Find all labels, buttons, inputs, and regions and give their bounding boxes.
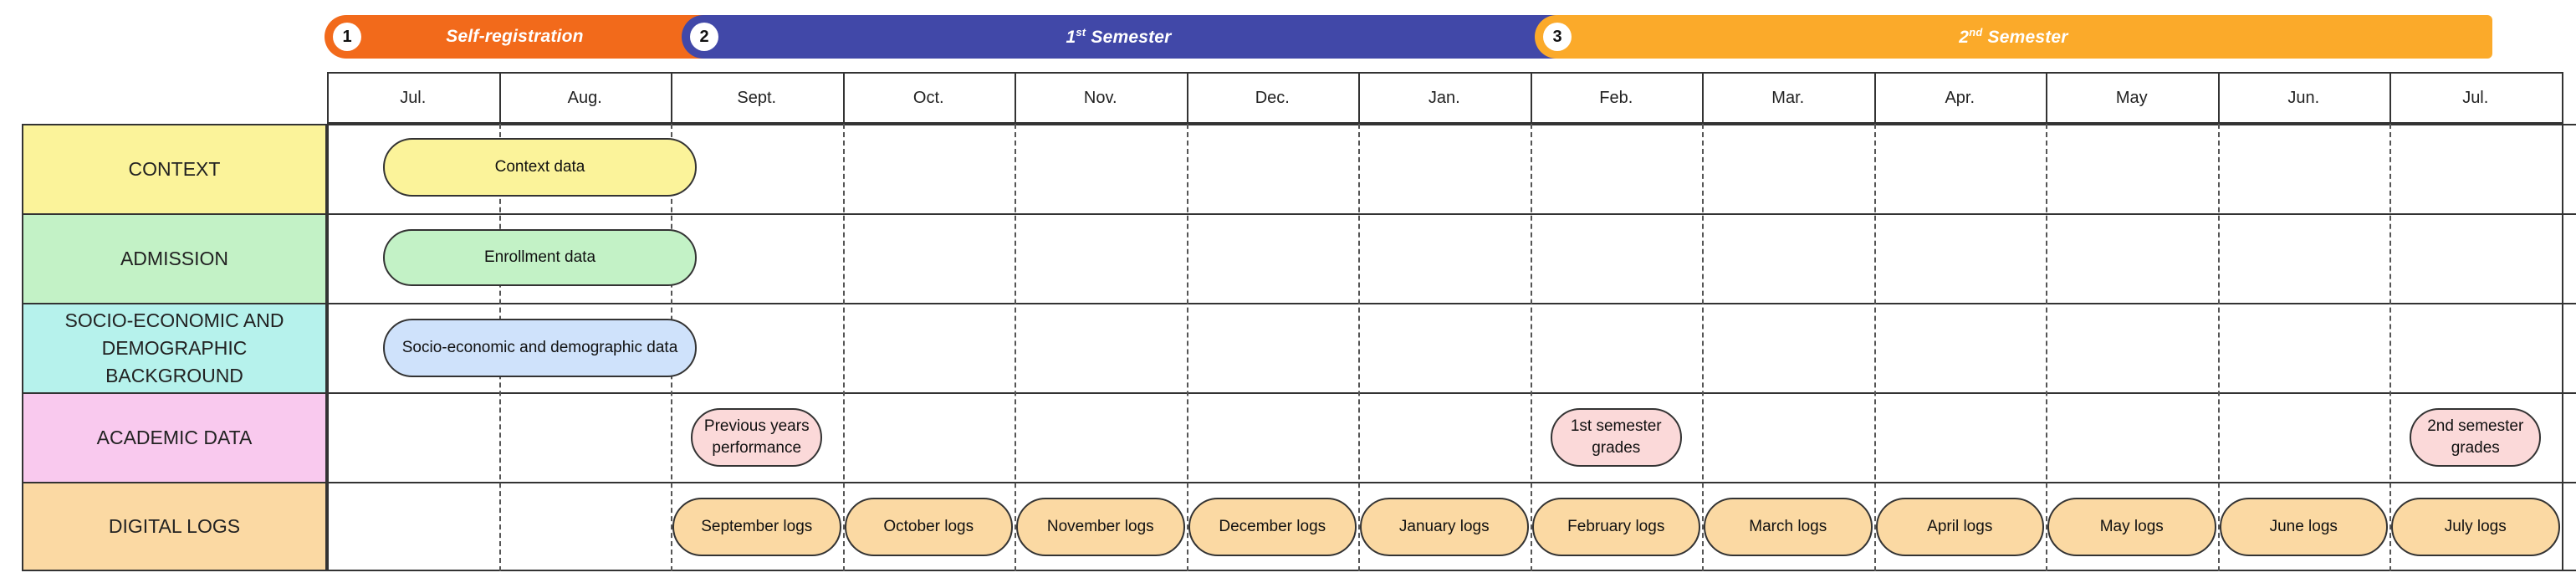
month-header: Jul. bbox=[327, 72, 499, 124]
column-divider bbox=[2046, 124, 2047, 571]
academic-data-pill: Previous years performance bbox=[691, 408, 822, 467]
column-divider bbox=[1015, 124, 1016, 571]
row-label: ADMISSION bbox=[22, 213, 327, 303]
log-pill: September logs bbox=[672, 498, 841, 556]
month-header: Mar. bbox=[1702, 72, 1874, 124]
row-label: CONTEXT bbox=[22, 124, 327, 213]
header-divider bbox=[499, 72, 501, 124]
header-divider bbox=[2389, 72, 2391, 124]
log-pill: October logs bbox=[845, 498, 1014, 556]
month-header: Aug. bbox=[499, 72, 672, 124]
log-pill: March logs bbox=[1704, 498, 1873, 556]
enrollment-data-pill: Enrollment data bbox=[383, 229, 697, 286]
month-header: Dec. bbox=[1187, 72, 1359, 124]
month-header: Jan. bbox=[1358, 72, 1531, 124]
column-divider bbox=[327, 124, 329, 571]
header-divider bbox=[2562, 72, 2563, 124]
row-label: SOCIO-ECONOMIC AND DEMOGRAPHIC BACKGROUND bbox=[22, 303, 327, 392]
header-divider bbox=[1358, 72, 1360, 124]
academic-data-pill: 2nd semester grades bbox=[2410, 408, 2541, 467]
column-divider bbox=[1702, 124, 1704, 571]
header-divider bbox=[1874, 72, 1876, 124]
log-pill: November logs bbox=[1016, 498, 1185, 556]
header-divider bbox=[327, 72, 329, 124]
row-label: ACADEMIC DATA bbox=[22, 392, 327, 482]
phase-first-semester bbox=[682, 15, 1556, 59]
row-label: DIGITAL LOGS bbox=[22, 482, 327, 571]
context-data-pill: Context data bbox=[383, 138, 697, 197]
column-divider bbox=[1874, 124, 1876, 571]
socio-economic-data-pill: Socio-economic and demographic data bbox=[383, 319, 697, 377]
academic-data-pill: 1st semester grades bbox=[1551, 408, 1682, 467]
column-divider bbox=[2562, 124, 2563, 571]
phase-label: Self-registration bbox=[446, 27, 584, 46]
phase-second-semester bbox=[1535, 15, 2492, 59]
column-divider bbox=[1358, 124, 1360, 571]
phase-label: 1st Semester bbox=[1066, 26, 1172, 47]
log-pill: January logs bbox=[1360, 498, 1529, 556]
phase-number: 3 bbox=[1543, 23, 1572, 51]
month-header: Oct. bbox=[843, 72, 1015, 124]
phase-self-registration bbox=[325, 15, 705, 59]
month-header: Sept. bbox=[671, 72, 843, 124]
column-divider bbox=[2389, 124, 2391, 571]
log-pill: December logs bbox=[1188, 498, 1357, 556]
header-divider bbox=[2218, 72, 2220, 124]
month-header: Feb. bbox=[1531, 72, 1703, 124]
month-header: May bbox=[2046, 72, 2218, 124]
header-divider bbox=[1702, 72, 1704, 124]
column-divider bbox=[1187, 124, 1188, 571]
month-header: Apr. bbox=[1874, 72, 2047, 124]
row-band bbox=[327, 392, 2576, 482]
header-divider bbox=[1015, 72, 1016, 124]
header-divider bbox=[1187, 72, 1188, 124]
header-divider bbox=[2046, 72, 2047, 124]
header-divider bbox=[843, 72, 845, 124]
log-pill: February logs bbox=[1532, 498, 1701, 556]
log-pill: April logs bbox=[1876, 498, 2045, 556]
log-pill: June logs bbox=[2220, 498, 2389, 556]
phase-number: 1 bbox=[333, 23, 361, 51]
month-header: Nov. bbox=[1015, 72, 1187, 124]
column-divider bbox=[1531, 124, 1532, 571]
phase-label: 2nd Semester bbox=[1959, 26, 2068, 47]
column-divider bbox=[2218, 124, 2220, 571]
month-header: Jul. bbox=[2389, 72, 2562, 124]
log-pill: July logs bbox=[2391, 498, 2560, 556]
log-pill: May logs bbox=[2047, 498, 2216, 556]
column-divider bbox=[843, 124, 845, 571]
month-header: Jun. bbox=[2218, 72, 2390, 124]
phase-number: 2 bbox=[690, 23, 718, 51]
header-divider bbox=[1531, 72, 1532, 124]
header-divider bbox=[671, 72, 672, 124]
